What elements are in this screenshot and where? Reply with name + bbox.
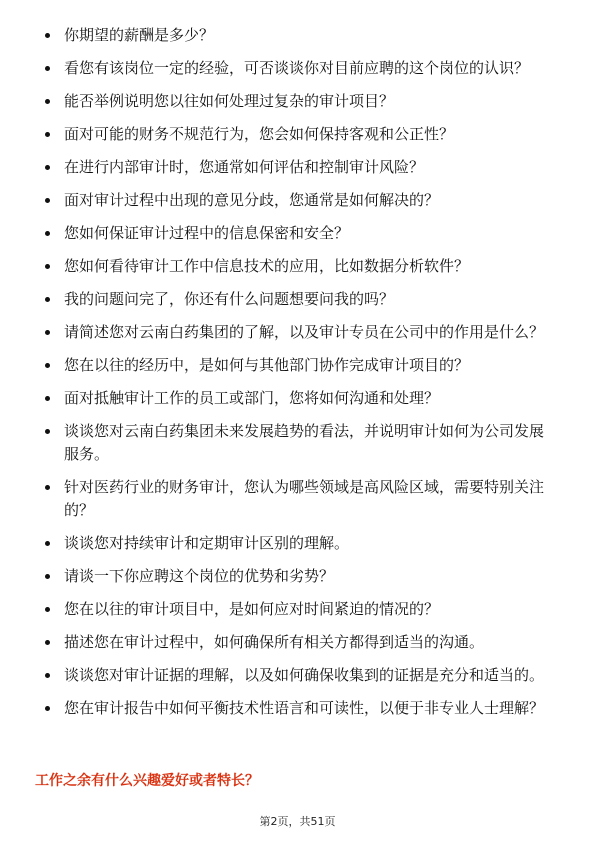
question-text: 针对医药行业的财务审计，您认为哪些领域是高风险区域，需要特别关注的？ (64, 478, 545, 519)
list-item (0, 532, 595, 555)
list-item (0, 354, 595, 377)
bullet-icon (45, 231, 50, 236)
question-text: 请谈一下你应聘这个岗位的优势和劣势？ (64, 567, 335, 585)
bullet-icon (45, 429, 50, 434)
section-heading: 工作之余有什么兴趣爱好或者特长？ (35, 773, 259, 789)
question-text: 你期望的薪酬是多少？ (64, 26, 215, 44)
list-item (0, 476, 595, 522)
question-text: 我的问题问完了，你还有什么问题想要问我的吗？ (64, 290, 395, 308)
question-text: 谈谈您对审计证据的理解，以及如何确保收集到的证据是充分和适当的。 (64, 666, 545, 684)
question-text: 您如何看待审计工作中信息技术的应用，比如数据分析软件？ (64, 257, 470, 275)
list-item (0, 598, 595, 621)
list-item (0, 123, 595, 146)
list-item (0, 24, 595, 47)
question-text: 请简述您对云南白药集团的了解，以及审计专员在公司中的作用是什么？ (64, 323, 545, 341)
list-item (0, 697, 595, 720)
question-text: 看您有该岗位一定的经验，可否谈谈你对目前应聘的这个岗位的认识？ (64, 59, 530, 77)
question-text: 描述您在审计过程中，如何确保所有相关方都得到适当的沟通。 (64, 633, 485, 651)
bullet-icon (45, 330, 50, 335)
question-text: 您在以往的审计项目中，是如何应对时间紧迫的情况的？ (64, 600, 440, 618)
list-item (0, 222, 595, 245)
bullet-icon (45, 198, 50, 203)
list-item (0, 387, 595, 410)
page-number: 第2页，共51页 (259, 815, 336, 828)
bullet-icon (45, 607, 50, 612)
bullet-icon (45, 396, 50, 401)
list-item (0, 255, 595, 278)
list-item (0, 631, 595, 654)
list-item (0, 156, 595, 179)
bullet-icon (45, 66, 50, 71)
list-item (0, 321, 595, 344)
bullet-icon (45, 640, 50, 645)
bullet-icon (45, 574, 50, 579)
list-item (0, 664, 595, 687)
question-text: 面对抵触审计工作的员工或部门，您将如何沟通和处理？ (64, 389, 440, 407)
question-list (0, 24, 595, 730)
bullet-icon (45, 99, 50, 104)
question-text: 面对审计过程中出现的意见分歧，您通常是如何解决的？ (64, 191, 440, 209)
bullet-icon (45, 673, 50, 678)
bullet-icon (45, 485, 50, 490)
bullet-icon (45, 363, 50, 368)
question-text: 您在审计报告中如何平衡技术性语言和可读性，以便于非专业人士理解？ (64, 699, 545, 717)
list-item (0, 90, 595, 113)
bullet-icon (45, 132, 50, 137)
bullet-icon (45, 706, 50, 711)
question-text: 能否举例说明您以往如何处理过复杂的审计项目？ (64, 92, 395, 110)
bullet-icon (45, 33, 50, 38)
list-item (0, 565, 595, 588)
list-item (0, 420, 595, 466)
question-text: 您如何保证审计过程中的信息保密和安全？ (64, 224, 350, 242)
question-text: 谈谈您对持续审计和定期审计区别的理解。 (64, 534, 350, 552)
list-item (0, 189, 595, 212)
question-text: 您在以往的经历中，是如何与其他部门协作完成审计项目的？ (64, 356, 470, 374)
bullet-icon (45, 541, 50, 546)
question-text: 谈谈您对云南白药集团未来发展趋势的看法，并说明审计如何为公司发展服务。 (64, 422, 545, 463)
bullet-icon (45, 264, 50, 269)
list-item (0, 288, 595, 311)
question-text: 面对可能的财务不规范行为，您会如何保持客观和公正性？ (64, 125, 455, 143)
bullet-icon (45, 165, 50, 170)
list-item (0, 57, 595, 80)
bullet-icon (45, 297, 50, 302)
question-text: 在进行内部审计时，您通常如何评估和控制审计风险？ (64, 158, 425, 176)
